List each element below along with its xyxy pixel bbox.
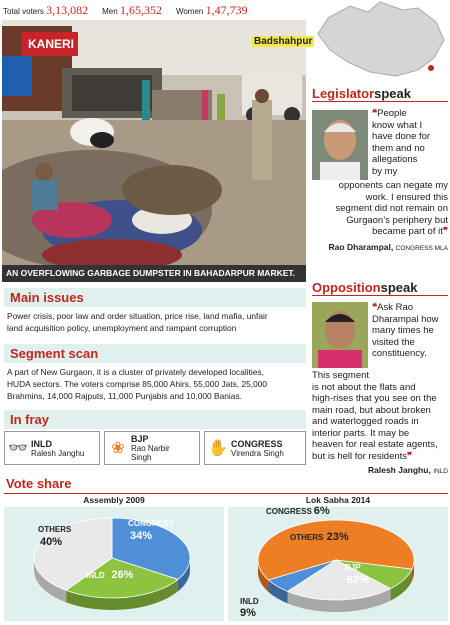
pie-value-others: 23% bbox=[326, 531, 349, 543]
legislator-quote-bottom: opponents can negate my work. I ensured this segment did not remain on Gurgaon’s periphery but became part of it❞ bbox=[335, 180, 448, 237]
chart-title-loksabha: Lok Sabha 2014 bbox=[305, 495, 371, 505]
segment-scan-text: A part of New Gurgaon, it is a cluster of privately developed localities, HUDA sectors. The voters comprise 85,000 Ahirs, 55,000 Jats, 25,000 Brahmins, 14,000 Rajputs, 11,000 Punjabis and 10,000 Banias. bbox=[7, 367, 268, 401]
candidate-party: INLD bbox=[31, 438, 52, 449]
men-voters: Men 1,65,352 bbox=[102, 2, 162, 17]
legislator-heading-red: Legislator bbox=[312, 86, 375, 101]
main-issues-text: Power crisis, poor law and order situation, price rise, land mafia, unfair land acquisition policy, unemployment and rampant corruption bbox=[7, 311, 268, 333]
opposition-heading-black: speak bbox=[380, 280, 418, 295]
opposition-heading-red: Opposition bbox=[312, 280, 381, 295]
main-issues-heading: Main issues bbox=[4, 288, 306, 307]
candidate-party: CONGRESS bbox=[231, 438, 283, 449]
pie-label-congress: CONGRESS bbox=[128, 519, 174, 528]
lotus-symbol-icon: ❀ bbox=[111, 440, 125, 457]
legislator-quote-top: ❝People know what I have done for them and no allegations by my bbox=[372, 108, 431, 177]
opposition-quote-top: ❝Ask Rao Dharampal how many times he visited the constituency. bbox=[372, 302, 439, 359]
pie-label-others: OTHERS bbox=[290, 533, 324, 542]
close-quote-icon: ❞ bbox=[442, 226, 448, 237]
photo-caption: AN OVERFLOWING GARBAGE DUMPSTER IN BAHADARPUR MARKET. bbox=[2, 265, 306, 282]
candidate-name: Virendra Singh bbox=[231, 448, 284, 458]
pie-value-bjp: 62% bbox=[347, 574, 370, 586]
candidate-name: Rao Narbir bbox=[131, 444, 170, 453]
open-quote-icon: ❝ bbox=[372, 108, 378, 119]
candidate-party: BJP bbox=[131, 434, 149, 444]
legislator-attribution: Rao Dharampal, CONGRESS MLA bbox=[328, 242, 448, 252]
close-quote-icon: ❞ bbox=[407, 450, 413, 462]
spectacles-symbol-icon: 👓 bbox=[8, 440, 28, 457]
pie-value-inld: 9% bbox=[240, 607, 256, 619]
pie-label-inld: INLD bbox=[86, 571, 105, 580]
candidate-name-line2: Singh bbox=[131, 453, 152, 462]
map-place-label: Badshahpur bbox=[254, 36, 313, 47]
pie-label-inld: INLD bbox=[240, 597, 259, 606]
shop-sign: KANERI bbox=[28, 37, 75, 51]
in-fray-heading: In fray bbox=[4, 410, 306, 429]
opposition-attribution: Ralesh Janghu, INLD bbox=[367, 465, 448, 475]
opposition-quote-bottom: This segment is not about the flats and high-rises that you see on the main road, but about broken and waterlogged roads in interior parts. It may be heaven for real estate agents, but is hell for residents❞ bbox=[312, 370, 438, 462]
pie-value-others: 40% bbox=[40, 536, 63, 548]
pie-label-others: OTHERS bbox=[38, 525, 72, 534]
candidate-name: Ralesh Janghu bbox=[31, 448, 85, 458]
pie-value-congress: 34% bbox=[130, 530, 153, 542]
pie-value-inld: 26% bbox=[111, 569, 134, 581]
hand-symbol-icon: ✋ bbox=[208, 440, 228, 457]
women-voters: Women 1,47,739 bbox=[175, 2, 248, 17]
chart-title-assembly: Assembly 2009 bbox=[83, 495, 145, 505]
vote-share-heading: Vote share bbox=[6, 476, 72, 491]
pie-label-bjp: BJP bbox=[345, 563, 361, 572]
segment-scan-heading: Segment scan bbox=[4, 344, 306, 363]
legislator-heading-black: speak bbox=[374, 86, 411, 101]
pie-value-congress: 6% bbox=[313, 505, 330, 517]
open-quote-icon: ❝ bbox=[372, 302, 378, 313]
total-voters: Total voters 3,13,082 bbox=[3, 2, 89, 17]
pie-label-congress: CONGRESS bbox=[266, 507, 312, 516]
